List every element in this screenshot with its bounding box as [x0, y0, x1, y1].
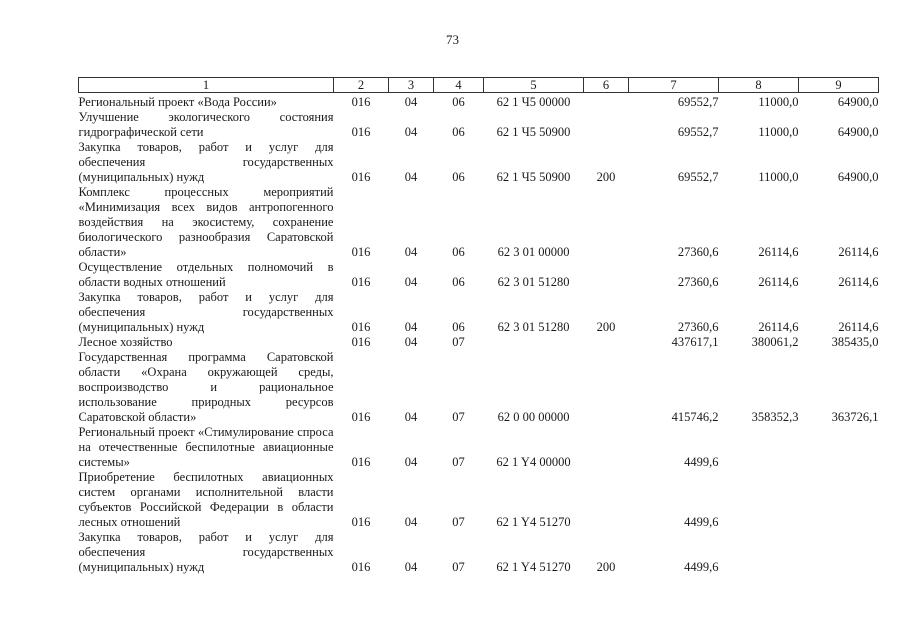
amount-year-2: 26114,6 — [758, 275, 799, 289]
ministry-code: 016 — [351, 515, 371, 529]
amount-year-2: 11000,0 — [758, 125, 799, 139]
target-article: 62 1 Y4 51270 — [496, 560, 571, 574]
column-header: 2 — [334, 78, 389, 93]
subsection-code: 07 — [452, 410, 465, 424]
expense-type: 200 — [596, 320, 616, 334]
target-article: 62 3 01 51280 — [497, 275, 570, 289]
subsection-code: 06 — [452, 95, 465, 109]
ministry-code: 016 — [351, 125, 371, 139]
ministry-code: 016 — [351, 170, 371, 184]
subsection-code: 07 — [452, 455, 465, 469]
section-code: 04 — [404, 275, 418, 289]
expense-type — [584, 335, 629, 350]
column-header: 7 — [629, 78, 719, 93]
ministry-code: 016 — [351, 335, 371, 349]
target-article — [484, 335, 584, 350]
amount-year-3: 26114,6 — [838, 245, 879, 259]
amount-year-3: 64900,0 — [837, 95, 879, 109]
row-name: Приобретение беспилотных авиационных систем органами исполнительной власти субъектов Российской Федерации в области лесных отношений — [78, 470, 334, 529]
expense-type — [584, 93, 629, 111]
table-row — [79, 93, 879, 111]
row-name: Региональный проект «Вода России» — [78, 95, 277, 109]
amount-year-2: 26114,6 — [758, 245, 799, 259]
amount-year-3 — [799, 425, 879, 470]
amount-year-2 — [719, 530, 799, 575]
column-header: 4 — [434, 78, 484, 93]
section-code: 04 — [404, 125, 418, 139]
table-row — [79, 110, 879, 140]
ministry-code: 016 — [351, 320, 371, 334]
table-row — [79, 140, 879, 185]
row-name: Осуществление отдельных полномочий в области водных отношений — [78, 260, 334, 289]
section-code: 04 — [404, 515, 418, 529]
table-row — [79, 185, 879, 260]
table-row — [79, 530, 879, 575]
column-number-row — [79, 78, 879, 93]
section-code: 04 — [404, 335, 418, 349]
subsection-code: 07 — [452, 335, 465, 349]
ministry-code: 016 — [351, 410, 371, 424]
section-code: 04 — [404, 170, 418, 184]
section-code: 04 — [404, 455, 418, 469]
subsection-code: 06 — [452, 245, 465, 259]
section-code: 04 — [404, 410, 418, 424]
ministry-code: 016 — [351, 275, 371, 289]
amount-year-3: 26114,6 — [838, 320, 879, 334]
subsection-code: 06 — [452, 275, 465, 289]
amount-year-3: 64900,0 — [837, 125, 879, 139]
amount-year-1: 69552,7 — [677, 125, 719, 139]
table-row — [79, 470, 879, 530]
target-article: 62 1 Y4 00000 — [496, 455, 571, 469]
ministry-code: 016 — [351, 95, 371, 109]
row-name: Государственная программа Саратовской области «Охрана окружающей среды, воспроизводство и рациональное использование природных ресурсов Саратовской области» — [78, 350, 334, 424]
row-name: Лесное хозяйство — [78, 335, 173, 349]
expense-type — [584, 470, 629, 530]
table-row — [79, 290, 879, 335]
amount-year-2 — [719, 425, 799, 470]
subsection-code: 07 — [452, 560, 465, 574]
amount-year-1: 27360,6 — [677, 245, 719, 259]
row-name: Закупка товаров, работ и услуг для обеспечения государственных (муниципальных) нужд — [78, 290, 334, 334]
amount-year-2: 26114,6 — [758, 320, 799, 334]
column-header: 6 — [584, 78, 629, 93]
target-article: 62 1 Y4 51270 — [496, 515, 571, 529]
target-article: 62 1 Ч5 50900 — [496, 125, 571, 139]
amount-year-1: 437617,1 — [671, 335, 719, 349]
expense-type — [584, 110, 629, 140]
ministry-code: 016 — [351, 560, 371, 574]
subsection-code: 06 — [452, 320, 465, 334]
column-header: 9 — [799, 78, 879, 93]
amount-year-1: 27360,6 — [677, 320, 719, 334]
amount-year-1: 4499,6 — [684, 455, 719, 469]
amount-year-2: 11000,0 — [758, 95, 799, 109]
expense-type — [584, 185, 629, 260]
amount-year-1: 69552,7 — [677, 95, 719, 109]
amount-year-3: 26114,6 — [838, 275, 879, 289]
table-row — [79, 425, 879, 470]
amount-year-2: 11000,0 — [758, 170, 799, 184]
column-header: 1 — [79, 78, 334, 93]
section-code: 04 — [404, 320, 418, 334]
amount-year-2: 380061,2 — [751, 335, 799, 349]
row-name: Улучшение экологического состояния гидрографической сети — [78, 110, 334, 139]
subsection-code: 06 — [452, 125, 465, 139]
expense-type — [584, 425, 629, 470]
amount-year-2: 358352,3 — [751, 410, 799, 424]
section-code: 04 — [404, 245, 418, 259]
page-number: 73 — [446, 32, 459, 47]
amount-year-1: 4499,6 — [684, 515, 719, 529]
row-name: Региональный проект «Стимулирование спроса на отечественные беспилотные авиационные системы» — [78, 425, 334, 469]
amount-year-1: 415746,2 — [671, 410, 719, 424]
row-name: Закупка товаров, работ и услуг для обеспечения государственных (муниципальных) нужд — [78, 140, 334, 184]
table-row — [79, 350, 879, 425]
column-header: 5 — [484, 78, 584, 93]
target-article: 62 3 01 51280 — [497, 320, 570, 334]
column-header: 3 — [389, 78, 434, 93]
row-name: Комплекс процессных мероприятий «Минимизация всех видов антропогенного воздействия на экосистему, сохранение биологического разнообразия Саратовской области» — [78, 185, 334, 259]
target-article: 62 1 Ч5 50900 — [496, 170, 571, 184]
amount-year-3: 385435,0 — [831, 335, 879, 349]
expense-type: 200 — [596, 170, 616, 184]
amount-year-3 — [799, 470, 879, 530]
ministry-code: 016 — [351, 455, 371, 469]
table-row — [79, 335, 879, 350]
table-row — [79, 260, 879, 290]
column-header: 8 — [719, 78, 799, 93]
amount-year-1: 4499,6 — [684, 560, 719, 574]
row-name: Закупка товаров, работ и услуг для обеспечения государственных (муниципальных) нужд — [78, 530, 334, 574]
section-code: 04 — [404, 560, 418, 574]
target-article: 62 0 00 00000 — [497, 410, 570, 424]
ministry-code: 016 — [351, 245, 371, 259]
expense-type: 200 — [596, 560, 616, 574]
amount-year-1: 27360,6 — [677, 275, 719, 289]
target-article: 62 1 Ч5 00000 — [496, 95, 571, 109]
amount-year-3 — [799, 530, 879, 575]
section-code: 04 — [404, 95, 418, 109]
expense-type — [584, 260, 629, 290]
budget-table — [78, 77, 879, 575]
subsection-code: 06 — [452, 170, 465, 184]
expense-type — [584, 350, 629, 425]
amount-year-1: 69552,7 — [677, 170, 719, 184]
amount-year-3: 64900,0 — [837, 170, 879, 184]
amount-year-2 — [719, 470, 799, 530]
target-article: 62 3 01 00000 — [497, 245, 570, 259]
subsection-code: 07 — [452, 515, 465, 529]
amount-year-3: 363726,1 — [831, 410, 879, 424]
